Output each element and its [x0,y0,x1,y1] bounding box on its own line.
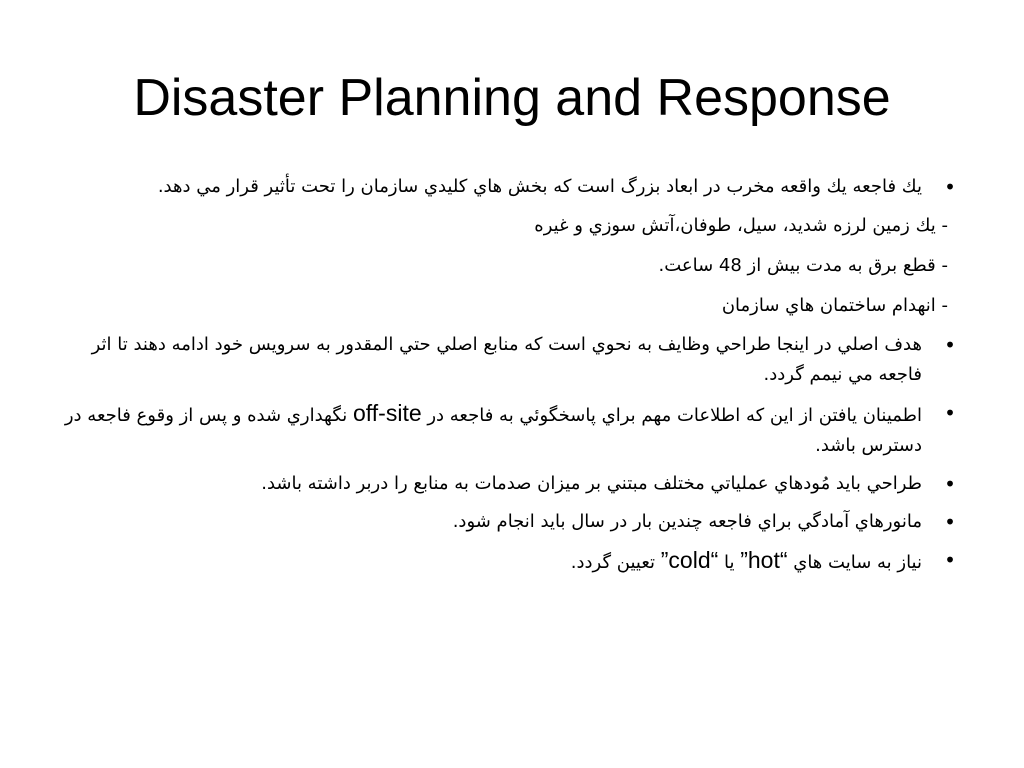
sub-item-text: - قطع برق به مدت بيش از 48 ساعت. [658,255,948,276]
bullet-dot-icon: • [944,333,956,357]
bullet-item [60,507,960,537]
text-segment: يا [718,552,741,573]
sub-item-text: - انهدام ساختمان هاي سازمان [721,295,948,316]
text-segment: اطمينان يافتن از اين كه اطلاعات مهم براي پاسخگوئي به فاجعه در [421,405,922,426]
bullet-item [60,398,960,461]
bullet-dot-icon: • [944,175,956,199]
bullet-item [60,172,960,202]
sub-item [60,210,960,242]
bullet-dot-icon: • [944,548,956,572]
sub-item [60,290,960,322]
bullet-dot-icon: • [944,401,956,425]
bullet-text [570,547,922,573]
text-segment: تعيين گردد. [570,552,661,573]
bullet-text: يك فاجعه يك واقعه مخرب در ابعاد بزرگ است كه بخش هاي كليدي سازمان را تحت تأثير قرار مي دهد. [157,176,922,197]
slide-title: Disaster Planning and Response [133,69,891,127]
text-segment: نگهداري شده و پس از وقوع فاجعه در دسترس باشد. [64,405,922,456]
bullet-text: مانورهاي آمادگي براي فاجعه چندين بار در سال بايد انجام شود. [452,511,922,532]
bullet-item [60,469,960,499]
bullet-list [60,172,960,586]
bullet-dot-icon: • [944,472,956,496]
latin-term: off-site [353,400,422,426]
bullet-item [60,545,960,578]
bullet-dot-icon: • [944,510,956,534]
bullet-text: هدف اصلي در اينجا طراحي وظايف به نحوي است كه منابع اصلي حتي المقدور به سرويس خود ادامه دهند تا اثر فاجعه مي نيمم گردد. [91,334,922,385]
bullet-text [64,400,922,456]
text-segment: نياز به سايت هاي [787,552,922,573]
sub-item [60,250,960,282]
latin-term: ”cold“ [660,547,719,573]
latin-term: ”hot“ [740,547,788,573]
bullet-item [60,330,960,390]
bullet-text: طراحي بايد مُودهاي عملياتي مختلف مبتني بر ميزان صدمات به منابع را دربر داشته باشد. [261,473,922,494]
sub-item-text: - يك زمين لرزه شديد، سيل، طوفان،آتش سوزي و غيره [534,215,948,236]
